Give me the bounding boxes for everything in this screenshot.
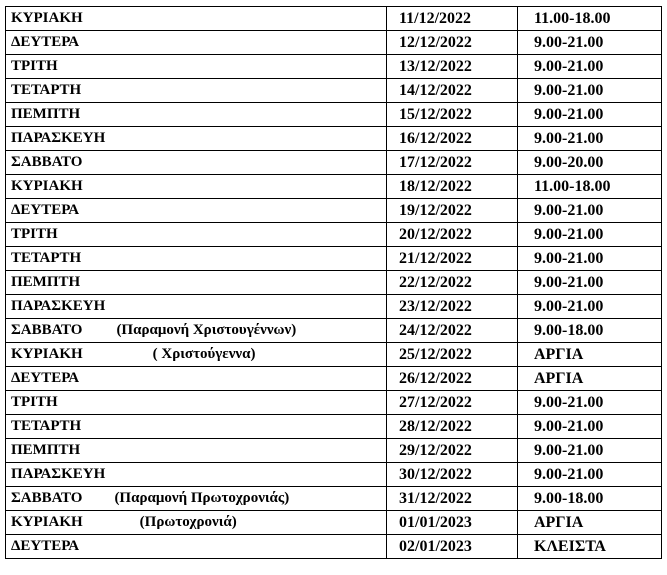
- date-cell: 30/12/2022: [387, 463, 518, 487]
- day-name: ΤΡΙΤΗ: [11, 226, 58, 242]
- table-row: [6, 7, 662, 31]
- table-row: [6, 391, 662, 415]
- day-cell: [6, 439, 387, 463]
- table-row: [6, 415, 662, 439]
- table-row: [6, 127, 662, 151]
- date-cell: 21/12/2022: [387, 247, 518, 271]
- day-cell: [6, 295, 387, 319]
- date-cell: 24/12/2022: [387, 319, 518, 343]
- date-cell: 31/12/2022: [387, 487, 518, 511]
- date-cell: 26/12/2022: [387, 367, 518, 391]
- table-row: [6, 439, 662, 463]
- table-row: [6, 31, 662, 55]
- day-name: ΔΕΥΤΕΡΑ: [11, 370, 80, 386]
- day-cell: [6, 415, 387, 439]
- day-name: ΠΕΜΠΤΗ: [11, 442, 81, 458]
- day-name: ΠΕΜΠΤΗ: [11, 274, 81, 290]
- date-cell: 11/12/2022: [387, 7, 518, 31]
- hours-cell: 9.00-18.00: [518, 487, 662, 511]
- table-row: [6, 343, 662, 367]
- day-name: ΠΑΡΑΣΚΕΥΗ: [11, 298, 106, 314]
- table-row: [6, 535, 662, 559]
- date-cell: 22/12/2022: [387, 271, 518, 295]
- hours-cell: 9.00-21.00: [518, 199, 662, 223]
- table-row: [6, 103, 662, 127]
- day-cell: [6, 31, 387, 55]
- hours-cell: 9.00-21.00: [518, 415, 662, 439]
- date-cell: 19/12/2022: [387, 199, 518, 223]
- hours-cell: 9.00-21.00: [518, 271, 662, 295]
- hours-cell: 9.00-21.00: [518, 127, 662, 151]
- date-cell: 25/12/2022: [387, 343, 518, 367]
- table-row: [6, 319, 662, 343]
- hours-cell: ΚΛΕΙΣΤΑ: [518, 535, 662, 559]
- day-name: ΤΕΤΑΡΤΗ: [11, 82, 82, 98]
- day-cell: [6, 487, 387, 511]
- date-cell: 28/12/2022: [387, 415, 518, 439]
- hours-cell: ΑΡΓΙΑ: [518, 343, 662, 367]
- day-cell: [6, 535, 387, 559]
- day-cell: [6, 223, 387, 247]
- day-cell: [6, 55, 387, 79]
- date-cell: 27/12/2022: [387, 391, 518, 415]
- hours-cell: 9.00-21.00: [518, 295, 662, 319]
- holiday-note: ( Χριστούγεννα): [152, 346, 256, 362]
- date-cell: 01/01/2023: [387, 511, 518, 535]
- date-cell: 14/12/2022: [387, 79, 518, 103]
- hours-cell: ΑΡΓΙΑ: [518, 511, 662, 535]
- day-name: ΔΕΥΤΕΡΑ: [11, 34, 80, 50]
- date-cell: 20/12/2022: [387, 223, 518, 247]
- day-name: ΔΕΥΤΕΡΑ: [11, 538, 80, 554]
- date-cell: 15/12/2022: [387, 103, 518, 127]
- hours-cell: 9.00-21.00: [518, 31, 662, 55]
- table-row: [6, 223, 662, 247]
- date-cell: 23/12/2022: [387, 295, 518, 319]
- hours-cell: 9.00-21.00: [518, 55, 662, 79]
- hours-cell: 11.00-18.00: [518, 7, 662, 31]
- schedule-table: [5, 6, 662, 559]
- hours-cell: 9.00-21.00: [518, 439, 662, 463]
- hours-cell: 9.00-21.00: [518, 463, 662, 487]
- holiday-note: (Παραμονή Χριστουγέννων): [116, 322, 297, 338]
- day-name: ΚΥΡΙΑΚΗ: [11, 346, 83, 362]
- day-cell: [6, 151, 387, 175]
- day-cell: [6, 175, 387, 199]
- day-cell: [6, 463, 387, 487]
- day-name: ΚΥΡΙΑΚΗ: [11, 10, 83, 26]
- day-name: ΠΑΡΑΣΚΕΥΗ: [11, 466, 106, 482]
- schedule-table-body: [6, 7, 662, 559]
- date-cell: 12/12/2022: [387, 31, 518, 55]
- day-cell: [6, 319, 387, 343]
- day-cell: [6, 7, 387, 31]
- hours-cell: 9.00-21.00: [518, 79, 662, 103]
- hours-cell: 9.00-21.00: [518, 247, 662, 271]
- day-cell: [6, 391, 387, 415]
- day-name: ΤΡΙΤΗ: [11, 394, 58, 410]
- date-cell: 13/12/2022: [387, 55, 518, 79]
- day-cell: [6, 511, 387, 535]
- table-row: [6, 367, 662, 391]
- day-cell: [6, 127, 387, 151]
- date-cell: 02/01/2023: [387, 535, 518, 559]
- day-name: ΣΑΒΒΑΤΟ: [11, 322, 83, 338]
- date-cell: 17/12/2022: [387, 151, 518, 175]
- day-name: ΤΕΤΑΡΤΗ: [11, 418, 82, 434]
- hours-cell: 9.00-21.00: [518, 391, 662, 415]
- day-cell: [6, 367, 387, 391]
- day-name: ΚΥΡΙΑΚΗ: [11, 514, 83, 530]
- day-cell: [6, 343, 387, 367]
- hours-cell: 11.00-18.00: [518, 175, 662, 199]
- day-cell: [6, 199, 387, 223]
- date-cell: 16/12/2022: [387, 127, 518, 151]
- table-row: [6, 55, 662, 79]
- date-cell: 29/12/2022: [387, 439, 518, 463]
- day-cell: [6, 271, 387, 295]
- table-row: [6, 487, 662, 511]
- table-row: [6, 199, 662, 223]
- hours-cell: 9.00-21.00: [518, 223, 662, 247]
- day-name: ΠΕΜΠΤΗ: [11, 106, 81, 122]
- table-row: [6, 79, 662, 103]
- table-row: [6, 151, 662, 175]
- day-cell: [6, 79, 387, 103]
- day-name: ΚΥΡΙΑΚΗ: [11, 178, 83, 194]
- day-name: ΠΑΡΑΣΚΕΥΗ: [11, 130, 106, 146]
- table-row: [6, 295, 662, 319]
- hours-cell: ΑΡΓΙΑ: [518, 367, 662, 391]
- table-row: [6, 271, 662, 295]
- day-name: ΤΡΙΤΗ: [11, 58, 58, 74]
- holiday-note: (Παραμονή Πρωτοχρονιάς): [114, 490, 290, 506]
- hours-cell: 9.00-18.00: [518, 319, 662, 343]
- table-row: [6, 247, 662, 271]
- hours-cell: 9.00-20.00: [518, 151, 662, 175]
- holiday-note: (Πρωτοχρονιά): [139, 514, 237, 530]
- day-name: ΤΕΤΑΡΤΗ: [11, 250, 82, 266]
- day-cell: [6, 247, 387, 271]
- table-row: [6, 175, 662, 199]
- hours-cell: 9.00-21.00: [518, 103, 662, 127]
- day-name: ΔΕΥΤΕΡΑ: [11, 202, 80, 218]
- day-cell: [6, 103, 387, 127]
- table-row: [6, 463, 662, 487]
- day-name: ΣΑΒΒΑΤΟ: [11, 154, 83, 170]
- day-name: ΣΑΒΒΑΤΟ: [11, 490, 83, 506]
- date-cell: 18/12/2022: [387, 175, 518, 199]
- table-row: [6, 511, 662, 535]
